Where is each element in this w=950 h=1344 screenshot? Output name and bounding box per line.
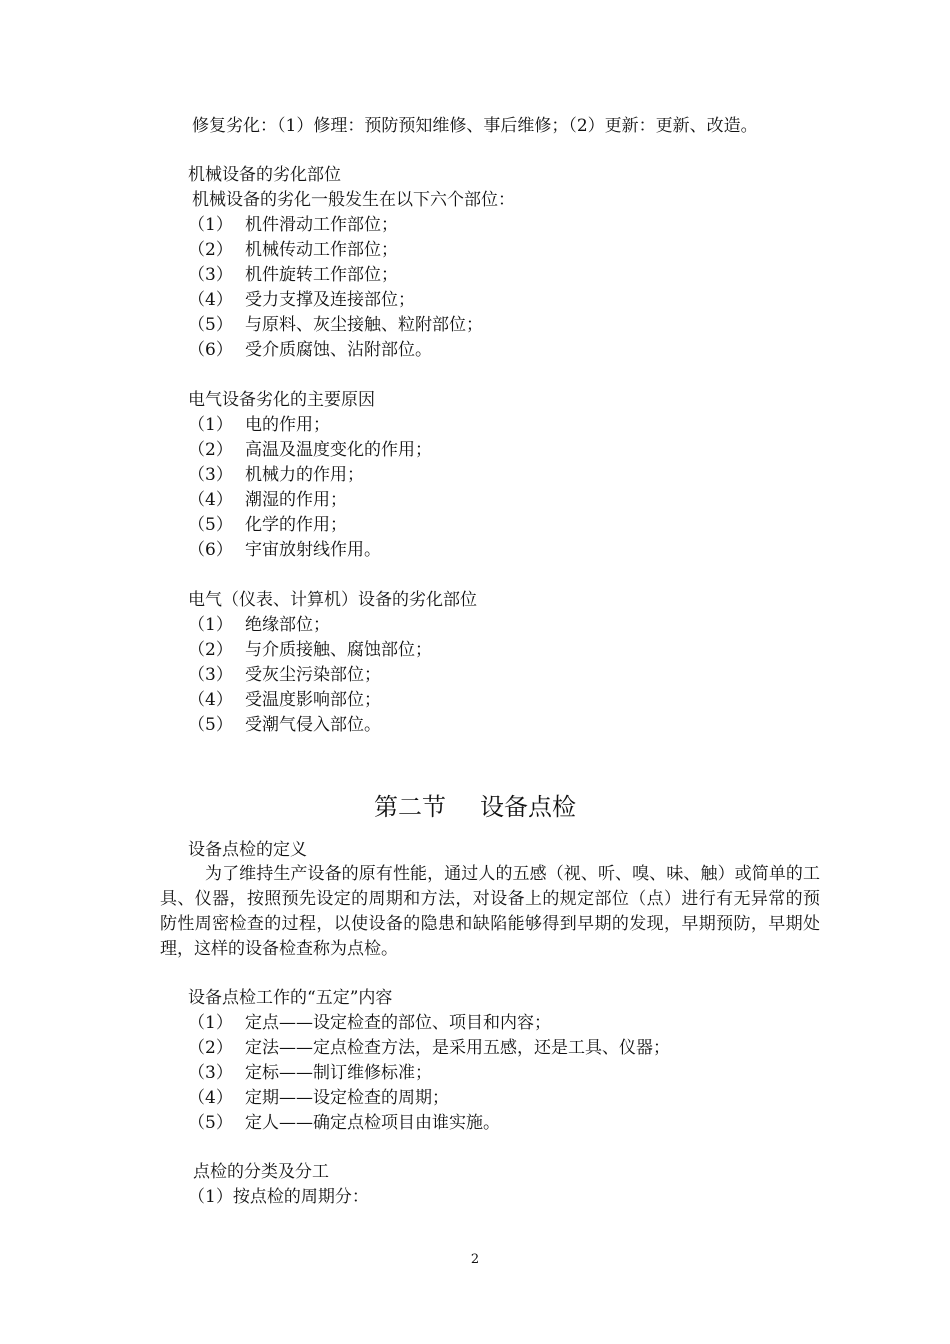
list-item <box>188 1011 551 1036</box>
item-number: （5） <box>188 315 233 335</box>
list-item <box>188 638 432 663</box>
list-item <box>188 213 398 238</box>
item-number: （1） <box>188 415 233 435</box>
item-text: 机件旋转工作部位； <box>245 265 398 285</box>
item-text: 定期——设定检查的周期； <box>245 1088 449 1108</box>
item-number: （2） <box>188 640 233 660</box>
item-number: （5） <box>188 515 233 535</box>
item-text: 绝缘部位； <box>245 615 330 635</box>
item-text: 宇宙放射线作用。 <box>245 540 381 560</box>
list-item <box>188 1061 432 1086</box>
section-name: 设备点检 <box>480 793 576 821</box>
item-text: 化学的作用； <box>245 515 347 535</box>
item-number: （1） <box>188 615 233 635</box>
item-text: 定法——定点检查方法，是采用五感，还是工具、仪器； <box>245 1038 670 1058</box>
item-number: （3） <box>188 265 233 285</box>
item-number: （2） <box>188 240 233 260</box>
item-text: 定人——确定点检项目由谁实施。 <box>245 1113 500 1133</box>
list-item <box>188 663 381 688</box>
section-title <box>0 792 950 822</box>
item-text: 机件滑动工作部位； <box>245 215 398 235</box>
list-item <box>188 713 381 738</box>
list-item <box>188 238 398 263</box>
item-text: 与介质接触、腐蚀部位； <box>245 640 432 660</box>
item-number: （3） <box>188 665 233 685</box>
list-item <box>188 263 398 288</box>
classification-sub: （1）按点检的周期分： <box>188 1187 369 1207</box>
item-text: 受介质腐蚀、沾附部位。 <box>245 340 432 360</box>
list-item <box>188 1086 449 1111</box>
definition-paragraph <box>160 862 820 962</box>
item-number: （6） <box>188 340 233 360</box>
list-item <box>188 538 381 563</box>
item-number: （5） <box>188 1113 233 1133</box>
classification-heading: 点检的分类及分工 <box>193 1162 329 1182</box>
item-text: 高温及温度变化的作用； <box>245 440 432 460</box>
item-number: （4） <box>188 690 233 710</box>
item-text: 受力支撑及连接部位； <box>245 290 415 310</box>
elec-part-heading: 电气（仪表、计算机）设备的劣化部位 <box>188 590 477 610</box>
list-item <box>188 463 364 488</box>
item-number: （3） <box>188 465 233 485</box>
definition-heading: 设备点检的定义 <box>188 840 307 860</box>
list-item <box>188 688 381 713</box>
list-item <box>188 1036 670 1061</box>
list-item <box>188 613 330 638</box>
item-number: （1） <box>188 215 233 235</box>
mech-heading: 机械设备的劣化部位 <box>188 165 341 185</box>
item-text: 与原料、灰尘接触、粒附部位； <box>245 315 483 335</box>
item-number: （4） <box>188 490 233 510</box>
item-text: 机械力的作用； <box>245 465 364 485</box>
item-number: （3） <box>188 1063 233 1083</box>
intro-line: 修复劣化：（1）修理：预防预知维修、事后维修；（2）更新：更新、改造。 <box>192 116 758 136</box>
five-fixed-heading: 设备点检工作的“五定”内容 <box>188 988 393 1008</box>
item-text: 潮湿的作用； <box>245 490 347 510</box>
mech-lead: 机械设备的劣化一般发生在以下六个部位： <box>192 190 515 210</box>
list-item <box>188 488 347 513</box>
item-number: （1） <box>188 1013 233 1033</box>
item-text: 机械传动工作部位； <box>245 240 398 260</box>
list-item <box>188 1111 500 1136</box>
list-item <box>188 513 347 538</box>
item-text: 电的作用； <box>245 415 330 435</box>
section-number: 第二节 <box>374 793 446 821</box>
item-number: （2） <box>188 1038 233 1058</box>
item-text: 定标——制订维修标准； <box>245 1063 432 1083</box>
list-item <box>188 338 432 363</box>
item-text: 定点——设定检查的部位、项目和内容； <box>245 1013 551 1033</box>
list-item <box>188 288 415 313</box>
elec-cause-heading: 电气设备劣化的主要原因 <box>188 390 375 410</box>
definition-body: 为了维持生产设备的原有性能，通过人的五感（视、听、嗅、味、触）或简单的工具、仪器，按照预先设定的周期和方法，对设备上的规定部位（点）进行有无异常的预防性周密检查的过程，以使设备的隐患和缺陷能够得到早期的发现，早期预防，早期处理，这样的设备检查称为点检。 <box>160 864 820 959</box>
page-number: 2 <box>470 1252 480 1267</box>
list-item <box>188 438 432 463</box>
item-number: （6） <box>188 540 233 560</box>
item-number: （4） <box>188 290 233 310</box>
list-item <box>188 313 483 338</box>
item-text: 受温度影响部位； <box>245 690 381 710</box>
item-text: 受灰尘污染部位； <box>245 665 381 685</box>
list-item <box>188 413 330 438</box>
item-number: （4） <box>188 1088 233 1108</box>
item-text: 受潮气侵入部位。 <box>245 715 381 735</box>
item-number: （2） <box>188 440 233 460</box>
item-number: （5） <box>188 715 233 735</box>
